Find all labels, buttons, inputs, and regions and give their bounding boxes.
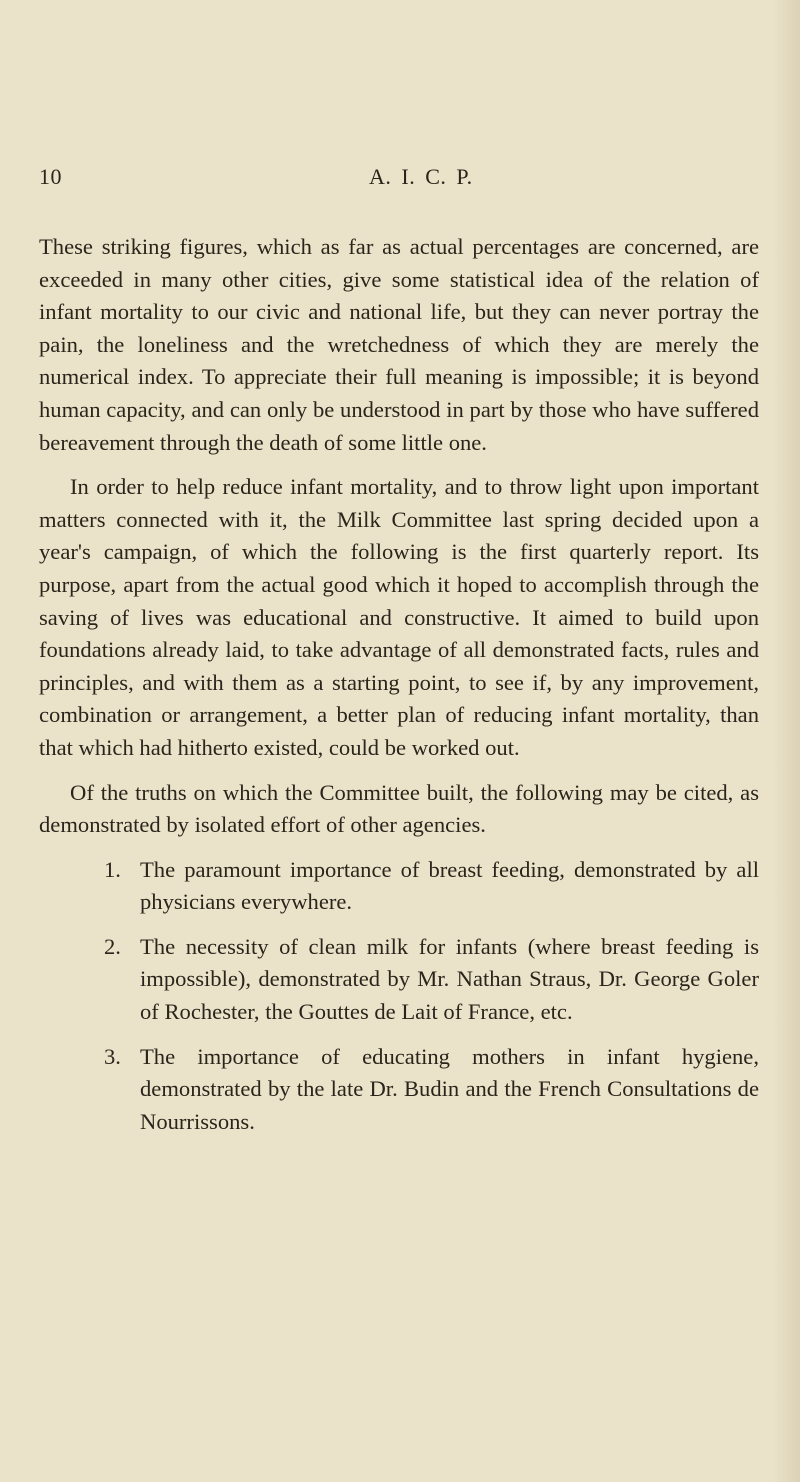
paragraph-statistics: These striking figures, which as far as actual percentages are concerned, are exceeded in many other cities, give some statistical idea of the relation of infant mortality to our civic and national life, but they can never portray the pain, the loneliness and the wretchedness of which they are merely the numerical index. To appreciate their full meaning is impossible; it is beyond human capacity, and can only be understood in part by those who have suffered bereavement through the death of some little one. — [39, 234, 759, 455]
page-edge-shadow — [772, 0, 800, 1482]
running-title: A. I. C. P. — [369, 164, 473, 189]
list-item-text: The importance of educating mothers in infant hygiene, demonstrated by the late Dr. Budin and the French Consultations de Nourrissons. — [140, 1043, 759, 1134]
list-item — [39, 1041, 759, 1139]
list-item-number: 3. — [104, 1043, 121, 1069]
list-item — [39, 854, 759, 919]
list-item — [39, 931, 759, 1029]
list-item-text: The paramount importance of breast feeding, demonstrated by all physicians everywhere. — [140, 856, 759, 915]
paragraph-truths: Of the truths on which the Committee built, the following may be cited, as demonstrated by isolated effort of other agencies. — [39, 779, 759, 838]
paragraph-campaign: In order to help reduce infant mortality, and to throw light upon important matters connected with it, the Milk Committee last spring decided upon a year's campaign, of which the following is the first quarterly report. Its purpose, apart from the actual good which it hoped to accomplish through the saving of lives was educational and constructive. It aimed to build upon foundations already laid, to take advantage of all demonstrated facts, rules and principles, and with them as a starting point, to see if, by any improvement, combination or arrangement, a better plan of reducing infant mortality, than that which had hitherto existed, could be worked out. — [39, 474, 759, 760]
list-item-text: The necessity of clean milk for infants (where breast feeding is impossible), demonstrated by Mr. Nathan Straus, Dr. George Goler of Rochester, the Gouttes de Lait of France, etc. — [140, 933, 759, 1025]
body-text — [39, 231, 759, 1150]
running-header — [39, 164, 719, 194]
page-number: 10 — [39, 164, 62, 189]
list-item-number: 1. — [104, 856, 121, 882]
list-item-number: 2. — [104, 933, 121, 959]
